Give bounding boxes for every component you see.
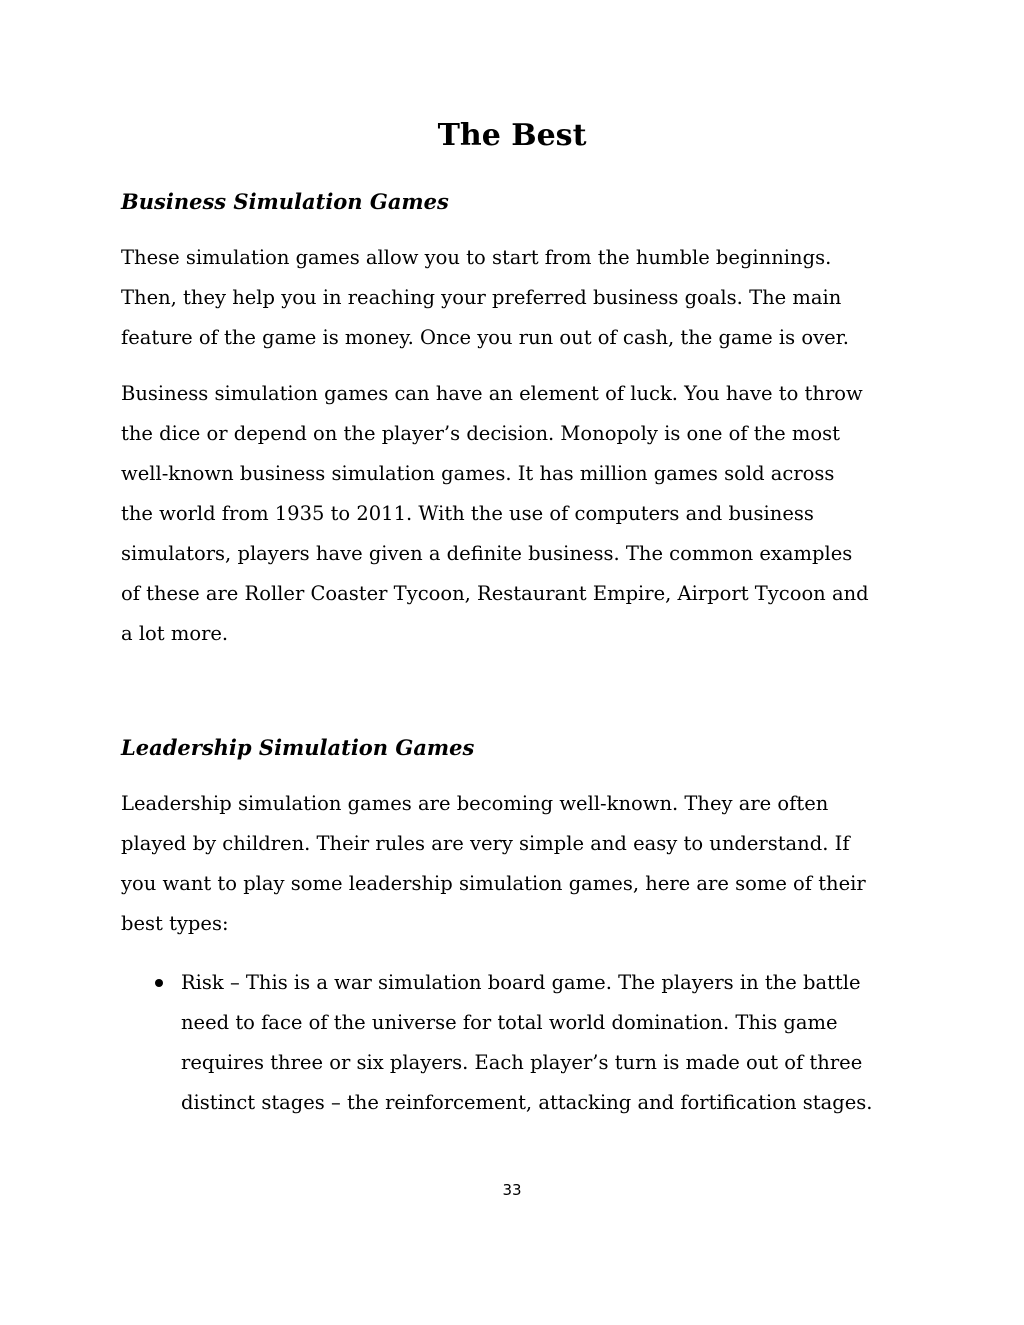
text-line: Then, they help you in reaching your preferred business goals. The main bbox=[121, 286, 842, 309]
paragraph-business-details bbox=[121, 374, 911, 654]
text-line: simulators, players have given a definite business. The common examples bbox=[121, 542, 853, 565]
section-heading-business: Business Simulation Games bbox=[121, 189, 449, 214]
list-item bbox=[121, 963, 921, 1123]
page-title: The Best bbox=[437, 118, 587, 153]
text-line: best types: bbox=[121, 912, 229, 935]
paragraph-business-intro bbox=[121, 238, 911, 358]
section-heading-leadership: Leadership Simulation Games bbox=[121, 735, 475, 760]
text-line: feature of the game is money. Once you run out of cash, the game is over. bbox=[121, 326, 850, 349]
text-line: the dice or depend on the player’s decision. Monopoly is one of the most bbox=[121, 422, 840, 445]
text-line: distinct stages – the reinforcement, attacking and fortification stages. bbox=[181, 1091, 873, 1114]
paragraph-leadership-intro bbox=[121, 784, 911, 944]
text-line: of these are Roller Coaster Tycoon, Restaurant Empire, Airport Tycoon and bbox=[121, 582, 869, 605]
text-line: need to face of the universe for total world domination. This game bbox=[181, 1011, 838, 1034]
bullet-list bbox=[121, 963, 921, 1123]
text-line: requires three or six players. Each player’s turn is made out of three bbox=[181, 1051, 863, 1074]
text-line: played by children. Their rules are very simple and easy to understand. If bbox=[121, 832, 850, 855]
text-line: Risk – This is a war simulation board game. The players in the battle bbox=[181, 971, 861, 994]
bullet-icon bbox=[155, 979, 163, 987]
text-line: you want to play some leadership simulation games, here are some of their bbox=[121, 872, 866, 895]
page-number: 33 bbox=[502, 1181, 522, 1199]
text-line: the world from 1935 to 2011. With the use of computers and business bbox=[121, 502, 814, 525]
text-line: well-known business simulation games. It has million games sold across bbox=[121, 462, 835, 485]
text-line: These simulation games allow you to start from the humble beginnings. bbox=[121, 246, 832, 269]
text-line: Business simulation games can have an element of luck. You have to throw bbox=[121, 382, 863, 405]
text-line: Leadership simulation games are becoming well-known. They are often bbox=[121, 792, 829, 815]
text-line: a lot more. bbox=[121, 622, 229, 645]
